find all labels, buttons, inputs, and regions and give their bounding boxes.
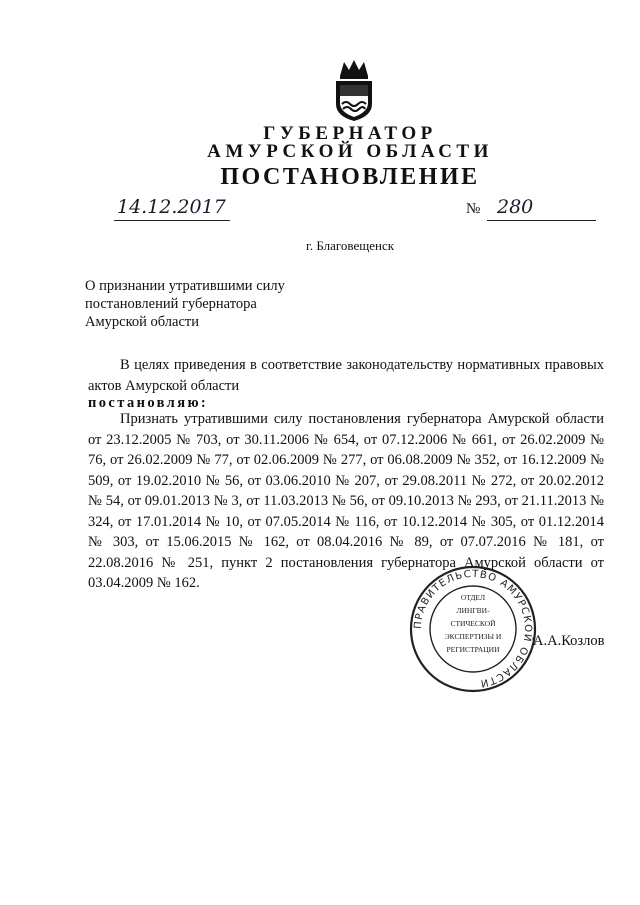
authority-title-line2: АМУРСКОЙ ОБЛАСТИ: [207, 141, 493, 162]
document-type-heading: ПОСТАНОВЛЕНИЕ: [220, 164, 480, 190]
seal-inner-line: РЕГИСТРАЦИИ: [446, 645, 500, 654]
handwritten-date: 14.12.2017: [117, 196, 226, 218]
subject-line: Амурской области: [85, 314, 199, 330]
decision-paragraph: Признать утратившими силу постановления губернатора Амурской области от 23.12.2005 № 703, от 30.11.2006 № 654, от 07.12.2006 № 661, от 26.02.2009 № 76, от 26.02.2009 № 77, от 02.06.2009 № 277, от 06.08.2009 № 352, от 16.12.2009 № 509, от 19.02.2010 № 56, от 03.06.2010 № 207, от 29.08.2011 № 272, от 20.02.2012 № 54, от 09.01.2013 № 3, от 11.03.2013 № 56, от 09.10.2013 № 293, от 21.11.2013 № 324, от 17.01.2014 № 10, от 07.05.2014 № 116, от 10.12.2014 № 305, от 01.12.2014 № 303, от 15.06.2015 № 162, от 08.04.2016 № 89, от 07.07.2016 № 181, от 22.08.2016 № 251, пункт 2 постановления губернатора Амурской области от 03.04.2009 № 162.: [88, 411, 604, 591]
preamble-paragraph: В целях приведения в соответствие законодательству нормативных правовых актов Амурской области: [88, 357, 604, 394]
official-seal: [408, 564, 538, 694]
seal-inner-line: ЭКСПЕРТИЗЫ И: [444, 632, 502, 641]
number-label: №: [466, 201, 481, 217]
seal-inner-line: СТИЧЕСКОЙ: [450, 619, 496, 628]
seal-outer-text: ПРАВИТЕЛЬСТВО АМУРСКОЙ ОБЛАСТИ: [412, 568, 534, 689]
decree-word: постановляю:: [88, 395, 209, 411]
signatory-name: А.А.Козлов: [533, 633, 605, 649]
coat-of-arms-icon: [332, 60, 376, 122]
subject-line: О признании утратившими силу: [85, 278, 285, 294]
city-line: г. Благовещенск: [305, 238, 395, 253]
seal-inner-line: ОТДЕЛ: [460, 593, 486, 602]
handwritten-number: 280: [497, 196, 534, 218]
subject-line: постановлений губернатора: [85, 296, 257, 312]
authority-title-line1: ГУБЕРНАТОР: [263, 123, 437, 144]
date-field: [114, 196, 230, 221]
number-field: [487, 196, 596, 221]
document-subject: [85, 277, 285, 331]
seal-inner-line: ЛИНГВИ-: [456, 606, 490, 615]
